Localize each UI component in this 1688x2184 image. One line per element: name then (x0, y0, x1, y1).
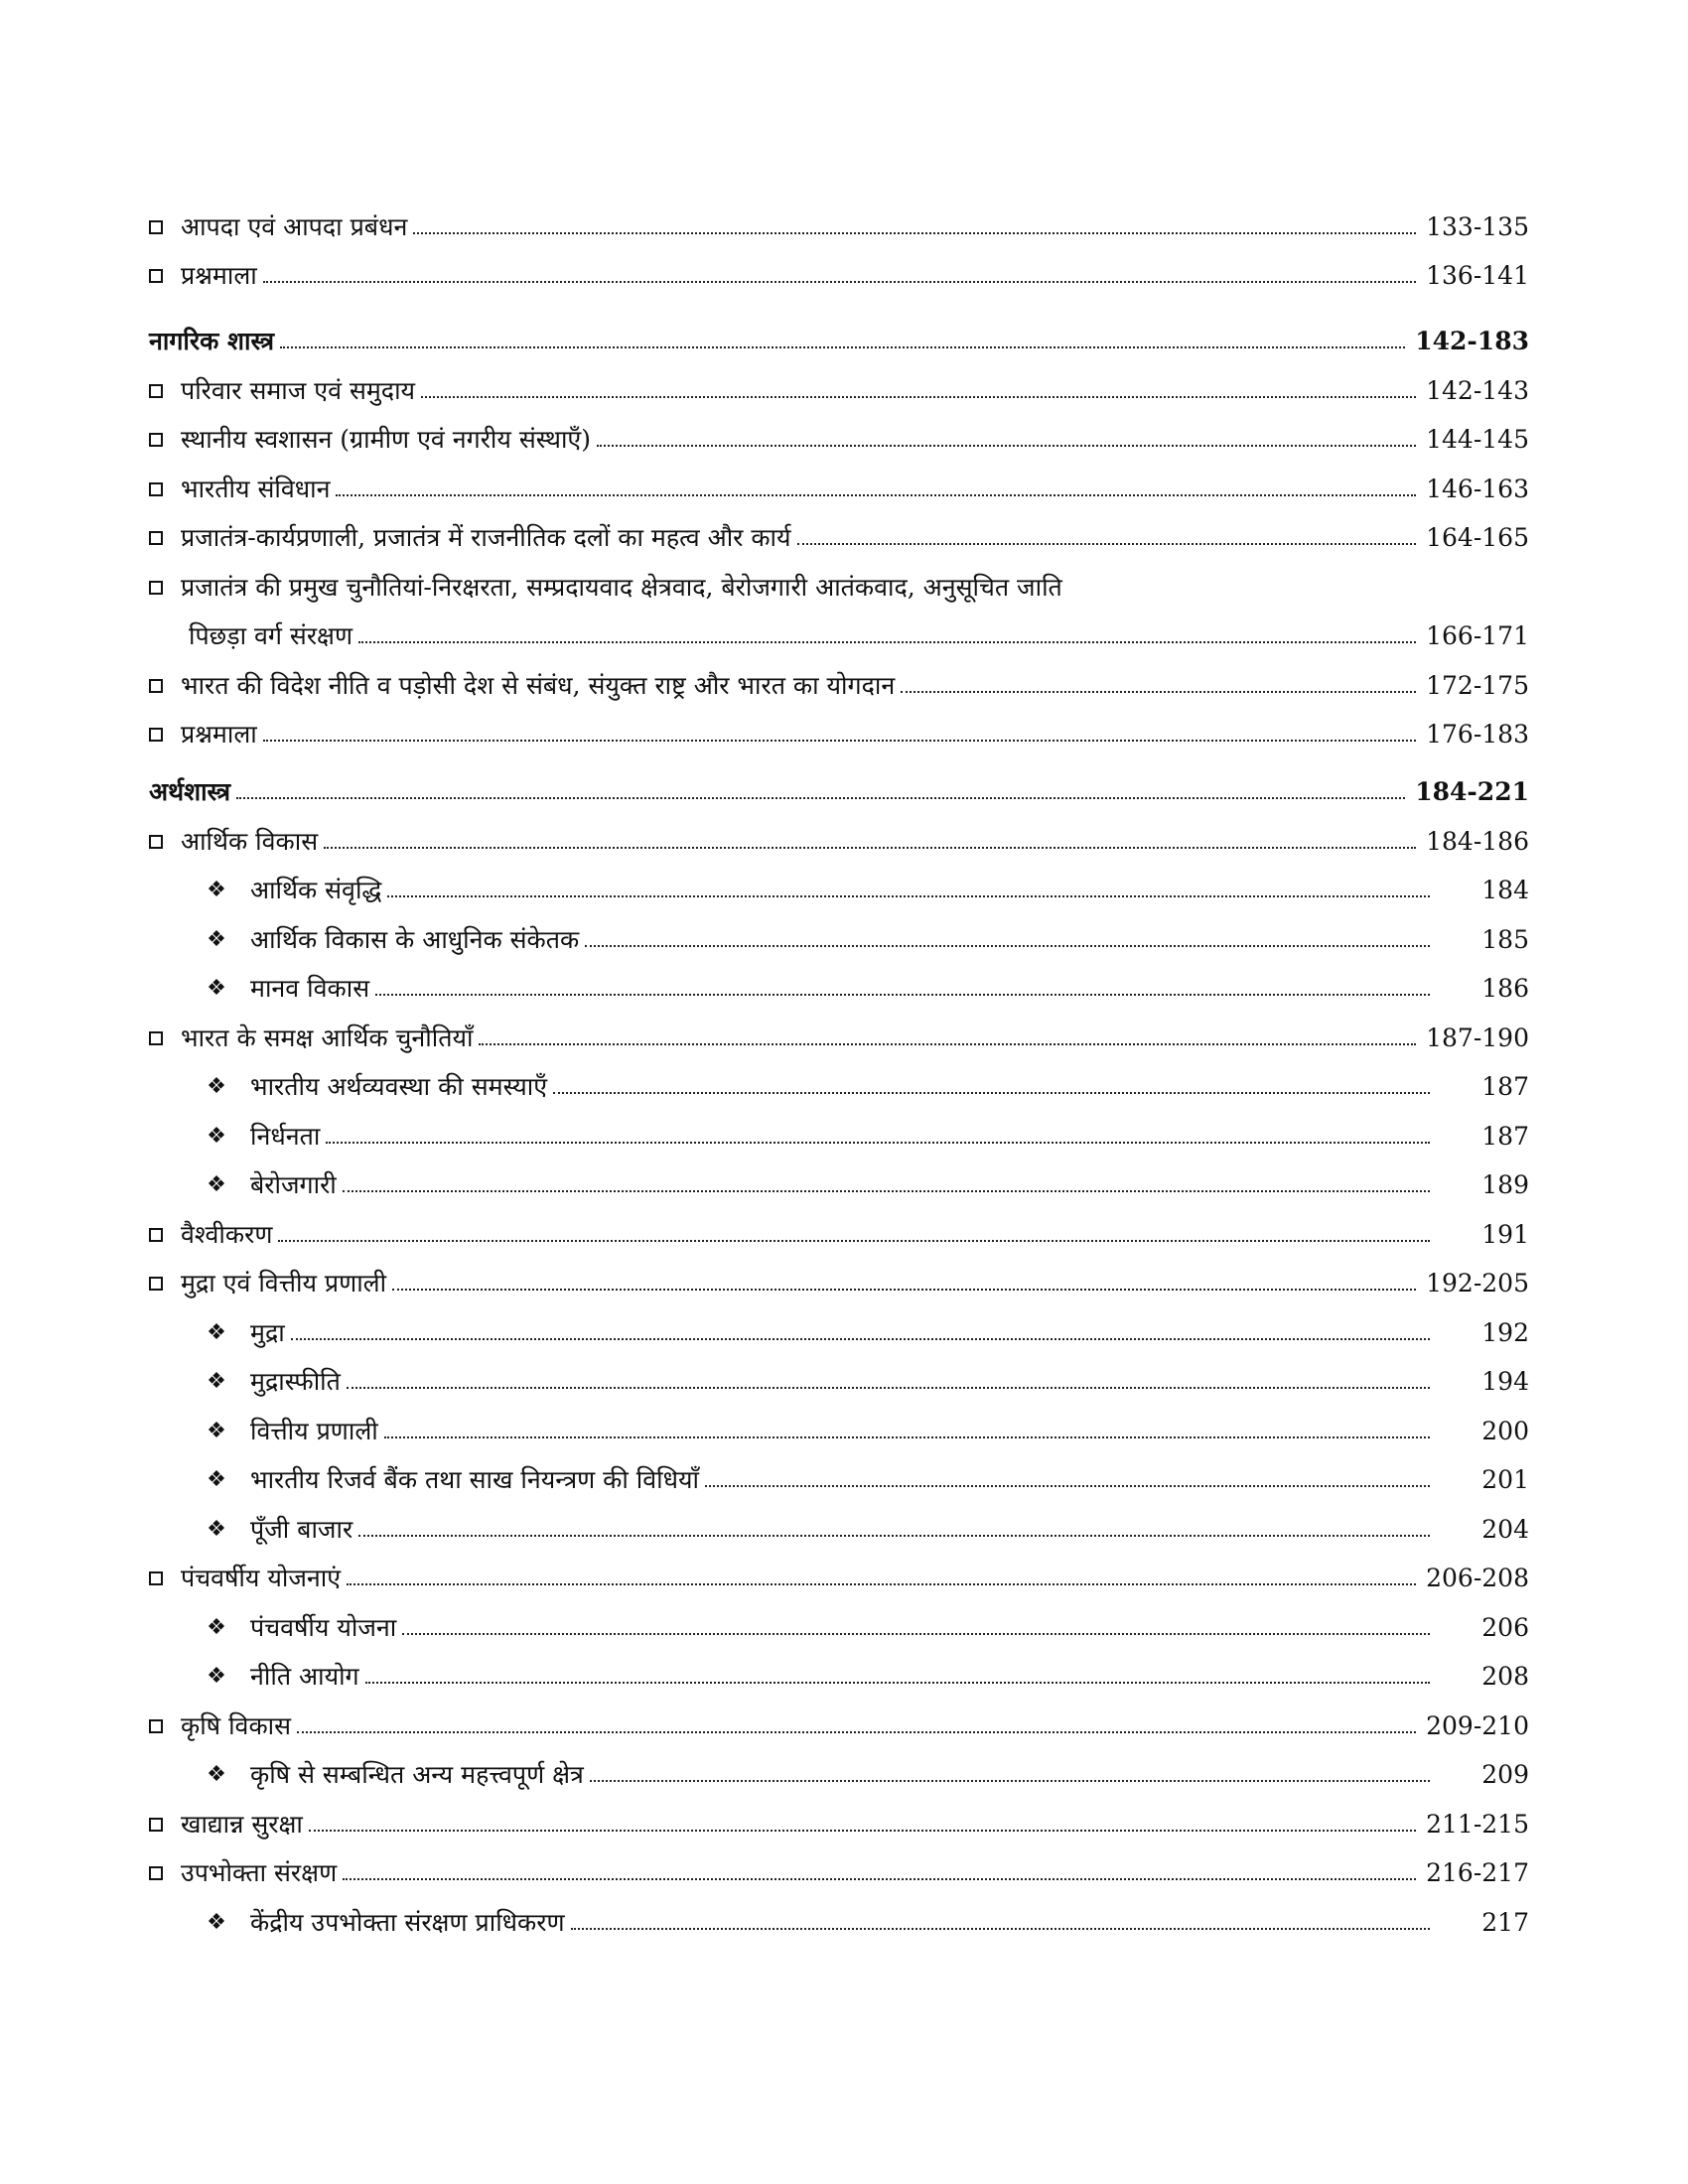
toc-title: पंचवर्षीय योजनाएं (181, 1564, 342, 1592)
toc-title: पिछड़ा वर्ग संरक्षण (189, 621, 353, 650)
checkbox-square-icon (149, 1818, 163, 1832)
four-diamond-icon: ❖ (207, 1516, 226, 1542)
toc-page-range: 192 (1481, 1317, 1529, 1347)
toc-subentry (149, 1446, 1529, 1496)
toc-title: भारतीय अर्थव्यवस्था की समस्याएँ (250, 1072, 548, 1101)
dot-leader (375, 994, 1430, 996)
dot-leader (347, 1583, 1416, 1585)
toc-title: भारत की विदेश नीति व पड़ोसी देश से संबंध, संयुक्त राष्ट्र और भारत का योगदान (181, 670, 896, 700)
dot-leader (343, 1878, 1416, 1880)
dot-leader (901, 691, 1416, 693)
checkbox-square-icon (149, 269, 163, 283)
toc-title: प्रश्नमाला (181, 720, 257, 749)
toc-page-range: 187 (1481, 1121, 1529, 1151)
dot-leader (358, 1535, 1430, 1537)
toc-entry (149, 807, 1529, 857)
toc-subentry (149, 955, 1529, 1005)
dot-leader (384, 1436, 1430, 1438)
toc-page-range: 209 (1481, 1760, 1529, 1789)
four-diamond-icon: ❖ (207, 1614, 226, 1640)
toc-title: कृषि से सम्बन्धित अन्य महत्त्वपूर्ण क्षेत्र (250, 1760, 584, 1789)
toc-title: स्थानीय स्वशासन (ग्रामीण एवं नगरीय संस्थाएँ) (181, 425, 591, 454)
four-diamond-icon: ❖ (207, 1172, 226, 1197)
toc-title: वैश्वीकरण (181, 1219, 273, 1249)
four-diamond-icon: ❖ (207, 1369, 226, 1394)
toc-title: पंचवर्षीय योजना (250, 1612, 397, 1642)
dot-leader (597, 445, 1416, 447)
checkbox-square-icon (149, 835, 163, 849)
four-diamond-icon: ❖ (207, 1467, 226, 1492)
toc-page-range: 133-135 (1426, 211, 1529, 241)
toc-subentry (149, 1397, 1529, 1446)
four-diamond-icon: ❖ (207, 1418, 226, 1443)
dot-leader (402, 1633, 1430, 1635)
four-diamond-icon: ❖ (207, 878, 226, 902)
toc-entry (149, 193, 1529, 242)
toc-title: पूँजी बाजार (250, 1514, 353, 1544)
toc-title: नीति आयोग (250, 1662, 359, 1691)
toc-title: भारतीय संविधान (181, 474, 331, 503)
toc-page-range: 136-141 (1426, 261, 1529, 290)
checkbox-square-icon (149, 728, 163, 742)
dot-leader (263, 281, 1416, 283)
toc-page-range: 201 (1481, 1465, 1529, 1494)
checkbox-square-icon (149, 1719, 163, 1733)
toc-title: निर्धनता (250, 1121, 321, 1151)
checkbox-square-icon (149, 433, 163, 447)
toc-entry (149, 651, 1529, 701)
dot-leader (479, 1043, 1416, 1045)
toc-page-range: 189 (1481, 1170, 1529, 1199)
checkbox-square-icon (149, 1228, 163, 1242)
dot-leader (421, 396, 1416, 398)
toc-entry (149, 1250, 1529, 1299)
checkbox-square-icon (149, 1031, 163, 1045)
checkbox-square-icon (149, 1571, 163, 1585)
toc-page-range: 217 (1481, 1907, 1529, 1937)
dot-leader (392, 1289, 1416, 1291)
four-diamond-icon: ❖ (207, 1074, 226, 1099)
toc-entry (149, 504, 1529, 554)
dot-leader (358, 641, 1416, 643)
toc-title: नागरिक शास्त्र (149, 327, 275, 355)
toc-entry (149, 242, 1529, 292)
toc-page-range: 216-217 (1426, 1858, 1529, 1887)
toc-title: भारत के समक्ष आर्थिक चुनौतियाँ (181, 1023, 474, 1052)
toc-title: बेरोजगारी (250, 1170, 337, 1199)
toc-subentry (149, 1348, 1529, 1398)
dot-leader (365, 1682, 1430, 1684)
toc-page-range: 185 (1481, 924, 1529, 954)
toc-subentry (149, 857, 1529, 906)
toc-title: मानव विकास (250, 974, 370, 1003)
toc-page-range: 208 (1481, 1662, 1529, 1691)
toc-page-range: 204 (1481, 1514, 1529, 1544)
toc-title: आर्थिक विकास (181, 826, 319, 856)
toc-entry (149, 1200, 1529, 1250)
four-diamond-icon: ❖ (207, 1909, 226, 1935)
toc-subentry (149, 1888, 1529, 1938)
dot-leader (236, 797, 1405, 799)
toc-section-heading (149, 750, 1529, 807)
toc-subentry (149, 1298, 1529, 1348)
toc-subentry (149, 1102, 1529, 1152)
toc-page-range: 186 (1481, 974, 1529, 1003)
toc-page-range: 146-163 (1426, 474, 1529, 503)
dot-leader (278, 1240, 1430, 1242)
four-diamond-icon: ❖ (207, 1123, 226, 1149)
dot-leader (585, 945, 1430, 947)
dot-leader (291, 1338, 1430, 1340)
table-of-contents (149, 193, 1529, 1938)
toc-page-range: 200 (1481, 1416, 1529, 1445)
toc-title: मुद्रास्फीति (250, 1367, 341, 1396)
toc-title: आर्थिक विकास के आधुनिक संकेतक (250, 924, 580, 954)
checkbox-square-icon (149, 679, 163, 693)
toc-title: मुद्रा (250, 1317, 285, 1347)
toc-page-range: 187 (1481, 1072, 1529, 1101)
dot-leader (413, 232, 1416, 234)
dot-leader (263, 740, 1416, 742)
toc-page-range: 144-145 (1426, 425, 1529, 454)
toc-title: खाद्यान्न सुरक्षा (181, 1809, 303, 1839)
toc-page-range: 187-190 (1426, 1023, 1529, 1052)
toc-entry (149, 701, 1529, 751)
toc-entry (149, 1790, 1529, 1840)
toc-title: आर्थिक संवृद्धि (250, 876, 382, 904)
toc-subentry (149, 1495, 1529, 1545)
four-diamond-icon: ❖ (207, 1319, 226, 1345)
checkbox-square-icon (149, 1866, 163, 1880)
toc-page-range: 142-183 (1415, 327, 1529, 355)
dot-leader (705, 1485, 1430, 1487)
toc-subentry (149, 1593, 1529, 1643)
toc-entry (149, 356, 1529, 406)
toc-page-range: 166-171 (1426, 621, 1529, 650)
checkbox-square-icon (149, 220, 163, 234)
toc-entry (149, 455, 1529, 504)
dot-leader (347, 1387, 1430, 1389)
toc-page-range: 192-205 (1426, 1269, 1529, 1297)
toc-subentry (149, 1053, 1529, 1103)
toc-title: मुद्रा एवं वित्तीय प्रणाली (181, 1269, 387, 1297)
toc-page-range: 206-208 (1426, 1564, 1529, 1592)
toc-page-range: 164-165 (1426, 523, 1529, 552)
toc-subentry (149, 1643, 1529, 1693)
toc-page-range: 209-210 (1426, 1710, 1529, 1740)
toc-title: प्रजातंत्र-कार्यप्रणाली, प्रजातंत्र में राजनीतिक दलों का महत्व और कार्य (181, 523, 791, 552)
toc-section-heading (149, 299, 1529, 356)
dot-leader (309, 1830, 1416, 1832)
toc-entry-continuation (149, 603, 1529, 652)
dot-leader (297, 1731, 1416, 1733)
toc-page-range: 206 (1481, 1612, 1529, 1642)
dot-leader (280, 346, 1405, 348)
toc-page-range: 191 (1481, 1219, 1529, 1249)
checkbox-square-icon (149, 531, 163, 545)
toc-title: कृषि विकास (181, 1710, 292, 1740)
toc-subentry (149, 1741, 1529, 1791)
toc-page-range: 142-143 (1426, 375, 1529, 405)
toc-page-range: 211-215 (1426, 1809, 1529, 1839)
checkbox-square-icon (149, 482, 163, 496)
dot-leader (797, 543, 1417, 545)
toc-subentry (149, 905, 1529, 955)
toc-entry (149, 1004, 1529, 1053)
dot-leader (590, 1780, 1430, 1782)
four-diamond-icon: ❖ (207, 1664, 226, 1689)
toc-title: प्रजातंत्र की प्रमुख चुनौतियां-निरक्षरता, सम्प्रदायवाद क्षेत्रवाद, बेरोजगारी आतंकवाद, अनुसूचित जाति (181, 572, 1062, 602)
dot-leader (324, 847, 1416, 849)
checkbox-square-icon (149, 1277, 163, 1291)
toc-title: केंद्रीय उपभोक्ता संरक्षण प्राधिकरण (250, 1907, 565, 1937)
checkbox-square-icon (149, 581, 163, 595)
dot-leader (343, 1190, 1430, 1192)
checkbox-square-icon (149, 384, 163, 398)
toc-page-range: 184-221 (1415, 777, 1529, 806)
toc-title: उपभोक्ता संरक्षण (181, 1858, 338, 1887)
dot-leader (571, 1928, 1430, 1930)
toc-entry (149, 1545, 1529, 1594)
toc-title: प्रश्नमाला (181, 261, 257, 290)
toc-entry (149, 406, 1529, 456)
toc-page-range: 184 (1481, 876, 1529, 904)
dot-leader (326, 1142, 1430, 1144)
toc-page-range: 172-175 (1426, 670, 1529, 700)
toc-entry (149, 1840, 1529, 1889)
toc-title: भारतीय रिजर्व बैंक तथा साख नियन्त्रण की विधियाँ (250, 1465, 700, 1494)
toc-title: अर्थशास्त्र (149, 777, 231, 806)
toc-title: परिवार समाज एवं समुदाय (181, 375, 416, 405)
four-diamond-icon: ❖ (207, 1762, 226, 1787)
dot-leader (387, 895, 1430, 897)
toc-title: वित्तीय प्रणाली (250, 1416, 378, 1445)
toc-subentry (149, 1152, 1529, 1201)
dot-leader (336, 494, 1416, 496)
toc-page-range: 176-183 (1426, 720, 1529, 749)
toc-entry (149, 553, 1529, 603)
toc-entry (149, 1692, 1529, 1741)
toc-page-range: 194 (1481, 1367, 1529, 1396)
four-diamond-icon: ❖ (207, 926, 226, 952)
four-diamond-icon: ❖ (207, 976, 226, 1001)
toc-title: आपदा एवं आपदा प्रबंधन (181, 211, 408, 241)
dot-leader (553, 1092, 1430, 1094)
toc-page-range: 184-186 (1426, 826, 1529, 856)
